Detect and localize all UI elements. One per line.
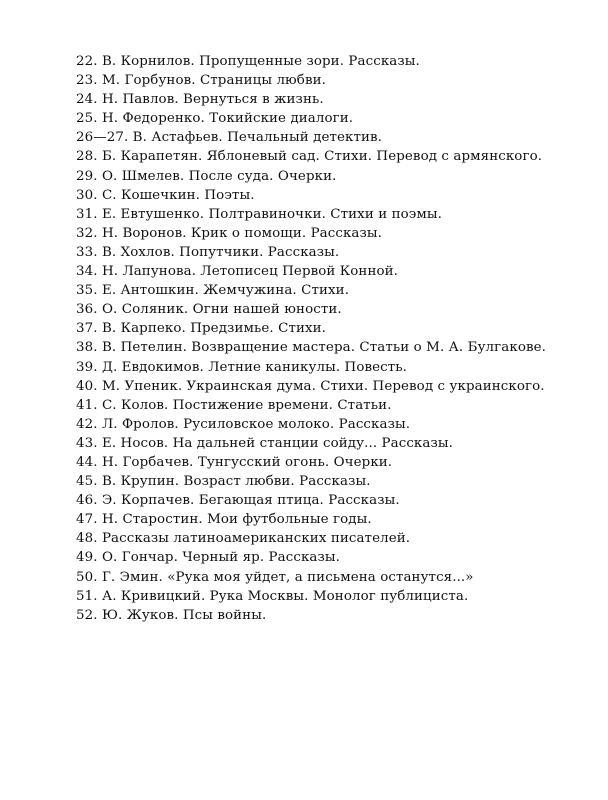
- list-item: 39. Д. Евдокимов. Летние каникулы. Повесть.: [76, 359, 408, 375]
- list-item: 51. А. Кривицкий. Рука Москвы. Монолог публициста.: [76, 588, 469, 604]
- list-item: 35. Е. Антошкин. Жемчужина. Стихи.: [76, 283, 350, 299]
- list-item: 31. Е. Евтушенко. Полтравиночки. Стихи и поэмы.: [76, 206, 443, 222]
- list-item: 38. В. Петелин. Возвращение мастера. Статьи о М. А. Булгакове.: [76, 340, 547, 356]
- list-item: 45. В. Крупин. Возраст любви. Рассказы.: [76, 474, 371, 490]
- list-item: 29. О. Шмелев. После суда. Очерки.: [76, 168, 337, 184]
- list-item: 46. Э. Корпачев. Бегающая птица. Рассказы.: [76, 493, 400, 509]
- list-item: 48. Рассказы латиноамериканских писателей.: [76, 531, 411, 547]
- list-item: 37. В. Карпеко. Предзимье. Стихи.: [76, 321, 327, 337]
- list-item: 36. О. Соляник. Огни нашей юности.: [76, 302, 342, 318]
- list-item: 30. С. Кошечкин. Поэты.: [76, 187, 255, 203]
- list-item: 32. Н. Воронов. Крик о помощи. Рассказы.: [76, 225, 383, 241]
- list-item: 52. Ю. Жуков. Псы войны.: [76, 607, 267, 623]
- list-item: 40. М. Упеник. Украинская дума. Стихи. Перевод с украинского.: [76, 378, 545, 394]
- list-item: 26—27. В. Астафьев. Печальный детектив.: [76, 130, 383, 146]
- list-item: 42. Л. Фролов. Русиловское молоко. Рассказы.: [76, 416, 411, 432]
- book-list: [76, 52, 576, 625]
- list-item: 22. В. Корнилов. Пропущенные зори. Рассказы.: [76, 54, 420, 69]
- list-item: 50. Г. Эмин. «Рука моя уйдет, а письмена останутся...»: [76, 569, 474, 585]
- list-item: 28. Б. Карапетян. Яблоневый сад. Стихи. Перевод с армянского.: [76, 149, 543, 165]
- list-item: 24. Н. Павлов. Вернуться в жизнь.: [76, 92, 324, 108]
- list-item: 47. Н. Старостин. Мои футбольные годы.: [76, 512, 372, 528]
- list-item: 34. Н. Лапунова. Летописец Первой Конной.: [76, 264, 399, 280]
- list-item: 44. Н. Горбачев. Тунгусский огонь. Очерки.: [76, 454, 393, 470]
- list-item: 49. О. Гончар. Черный яр. Рассказы.: [76, 550, 341, 566]
- list-item: 41. С. Колов. Постижение времени. Статьи.: [76, 397, 392, 413]
- list-item: 33. В. Хохлов. Попутчики. Рассказы.: [76, 244, 340, 260]
- list-item: 43. Е. Носов. На дальней станции сойду... Рассказы.: [76, 435, 453, 451]
- list-item: 25. Н. Федоренко. Токийские диалоги.: [76, 111, 354, 127]
- list-item: 23. М. Горбунов. Страницы любви.: [76, 73, 326, 89]
